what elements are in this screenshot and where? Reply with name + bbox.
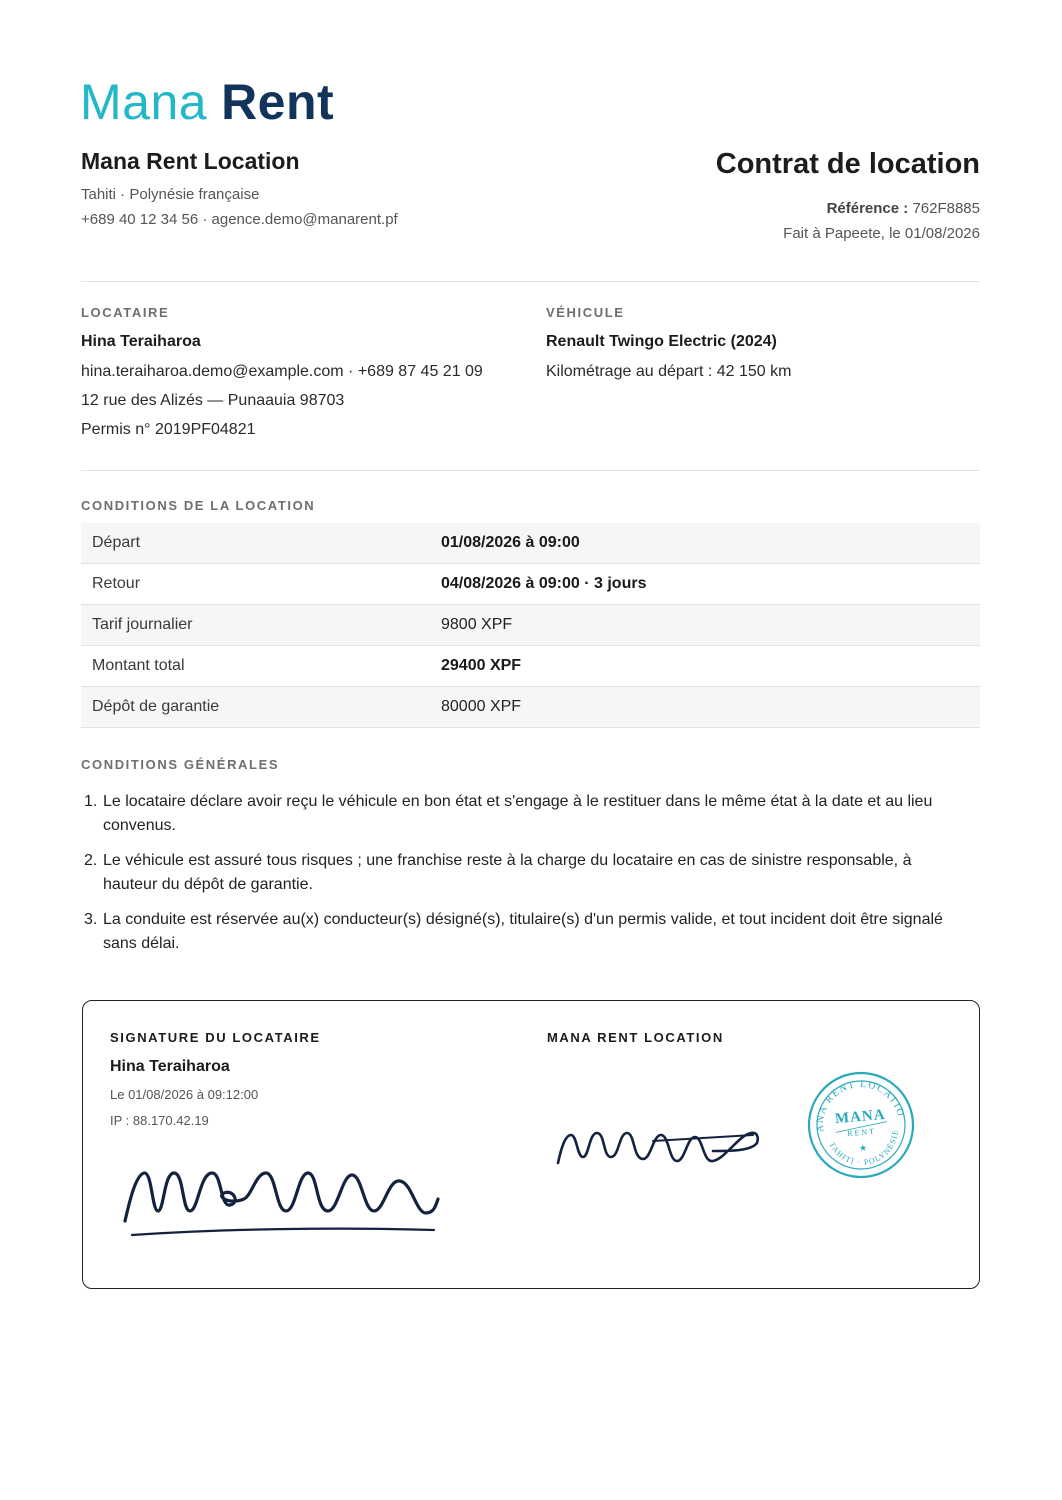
divider (81, 281, 980, 282)
table-row (81, 564, 980, 605)
company-signature-label: MANA RENT LOCATION (547, 1030, 724, 1045)
row-label: Retour (92, 575, 141, 592)
vehicle-model: Renault Twingo Electric (2024) (546, 333, 777, 350)
vehicle-section-label: VÉHICULE (546, 305, 625, 320)
terms-list (81, 790, 962, 967)
brand-logo (80, 74, 334, 130)
term-text: Le véhicule est assuré tous risques ; une franchise reste à la charge du locataire en cas de sinistre responsable, à hauteur du dépôt de garantie. (103, 852, 912, 893)
reference-label: Référence : (826, 200, 909, 217)
document-title: Contrat de location (715, 148, 980, 180)
row-label: Tarif journalier (92, 616, 193, 633)
reference-line (827, 200, 980, 217)
signer-ip: IP : 88.170.42.19 (110, 1113, 209, 1128)
terms-section-label: CONDITIONS GÉNÉRALES (81, 757, 280, 772)
table-row (81, 646, 980, 687)
tenant-license: Permis n° 2019PF04821 (81, 421, 256, 438)
row-value: 9800 XPF (441, 616, 513, 633)
term-text: La conduite est réservée au(x) conducteur(s) désigné(s), titulaire(s) d'un permis valide, et tout incident doit être signalé sans délai. (103, 911, 943, 952)
term-text: Le locataire déclare avoir reçu le véhicule en bon état et s'engage à le restituer dans le même état à la date et au lieu convenus. (103, 793, 933, 834)
logo-word-rent: Rent (221, 74, 335, 130)
stamp-bottom-text: TAHITI · POLYNÉSIE (827, 1128, 900, 1167)
row-value: 04/08/2026 à 09:00 · 3 jours (441, 575, 647, 592)
company-stamp-icon (805, 1069, 917, 1181)
stamp-top-text: MANA RENT LOCATION (814, 1078, 907, 1133)
term-number: 1. (84, 793, 98, 810)
signer-name: Hina Teraiharoa (110, 1058, 230, 1075)
tenant-section-label: LOCATAIRE (81, 305, 170, 320)
table-row (81, 523, 980, 564)
company-signature (553, 1121, 763, 1171)
row-label: Départ (92, 534, 141, 551)
signed-timestamp: Le 01/08/2026 à 09:12:00 (110, 1087, 259, 1102)
tenant-address: 12 rue des Alizés — Punaauia 98703 (81, 392, 345, 409)
reference-value: 762F8885 (912, 200, 980, 217)
term-number: 2. (84, 852, 98, 869)
stamp-center-subword: RENT (846, 1126, 877, 1139)
row-value: 01/08/2026 à 09:00 (441, 534, 580, 551)
tenant-signature-label: SIGNATURE DU LOCATAIRE (110, 1030, 321, 1045)
row-label: Dépôt de garantie (92, 698, 220, 715)
row-label: Montant total (92, 657, 185, 674)
stamp-center-word: MANA (834, 1106, 887, 1128)
list-item (81, 849, 962, 897)
list-item (81, 908, 962, 956)
table-row (81, 605, 980, 646)
row-value: 29400 XPF (441, 657, 522, 674)
row-value: 80000 XPF (441, 698, 522, 715)
divider (81, 470, 980, 471)
agency-contact: +689 40 12 34 56 · agence.demo@manarent.pf (81, 211, 398, 228)
signature-box (82, 1000, 980, 1289)
term-number: 3. (84, 911, 98, 928)
conditions-section-label: CONDITIONS DE LA LOCATION (81, 498, 316, 513)
agency-location: Tahiti · Polynésie française (81, 186, 260, 203)
table-row (81, 687, 980, 728)
tenant-name: Hina Teraiharoa (81, 333, 201, 350)
vehicle-mileage: Kilométrage au départ : 42 150 km (546, 363, 792, 380)
conditions-table (81, 523, 980, 728)
made-at-line: Fait à Papeete, le 01/08/2026 (783, 225, 980, 242)
agency-name: Mana Rent Location (81, 148, 300, 174)
logo-word-mana: Mana (80, 74, 208, 130)
stamp-star-icon: ★ (858, 1142, 868, 1154)
tenant-contact: hina.teraiharoa.demo@example.com · +689 87 45 21 09 (81, 363, 483, 380)
tenant-signature (118, 1159, 448, 1239)
list-item (81, 790, 962, 838)
